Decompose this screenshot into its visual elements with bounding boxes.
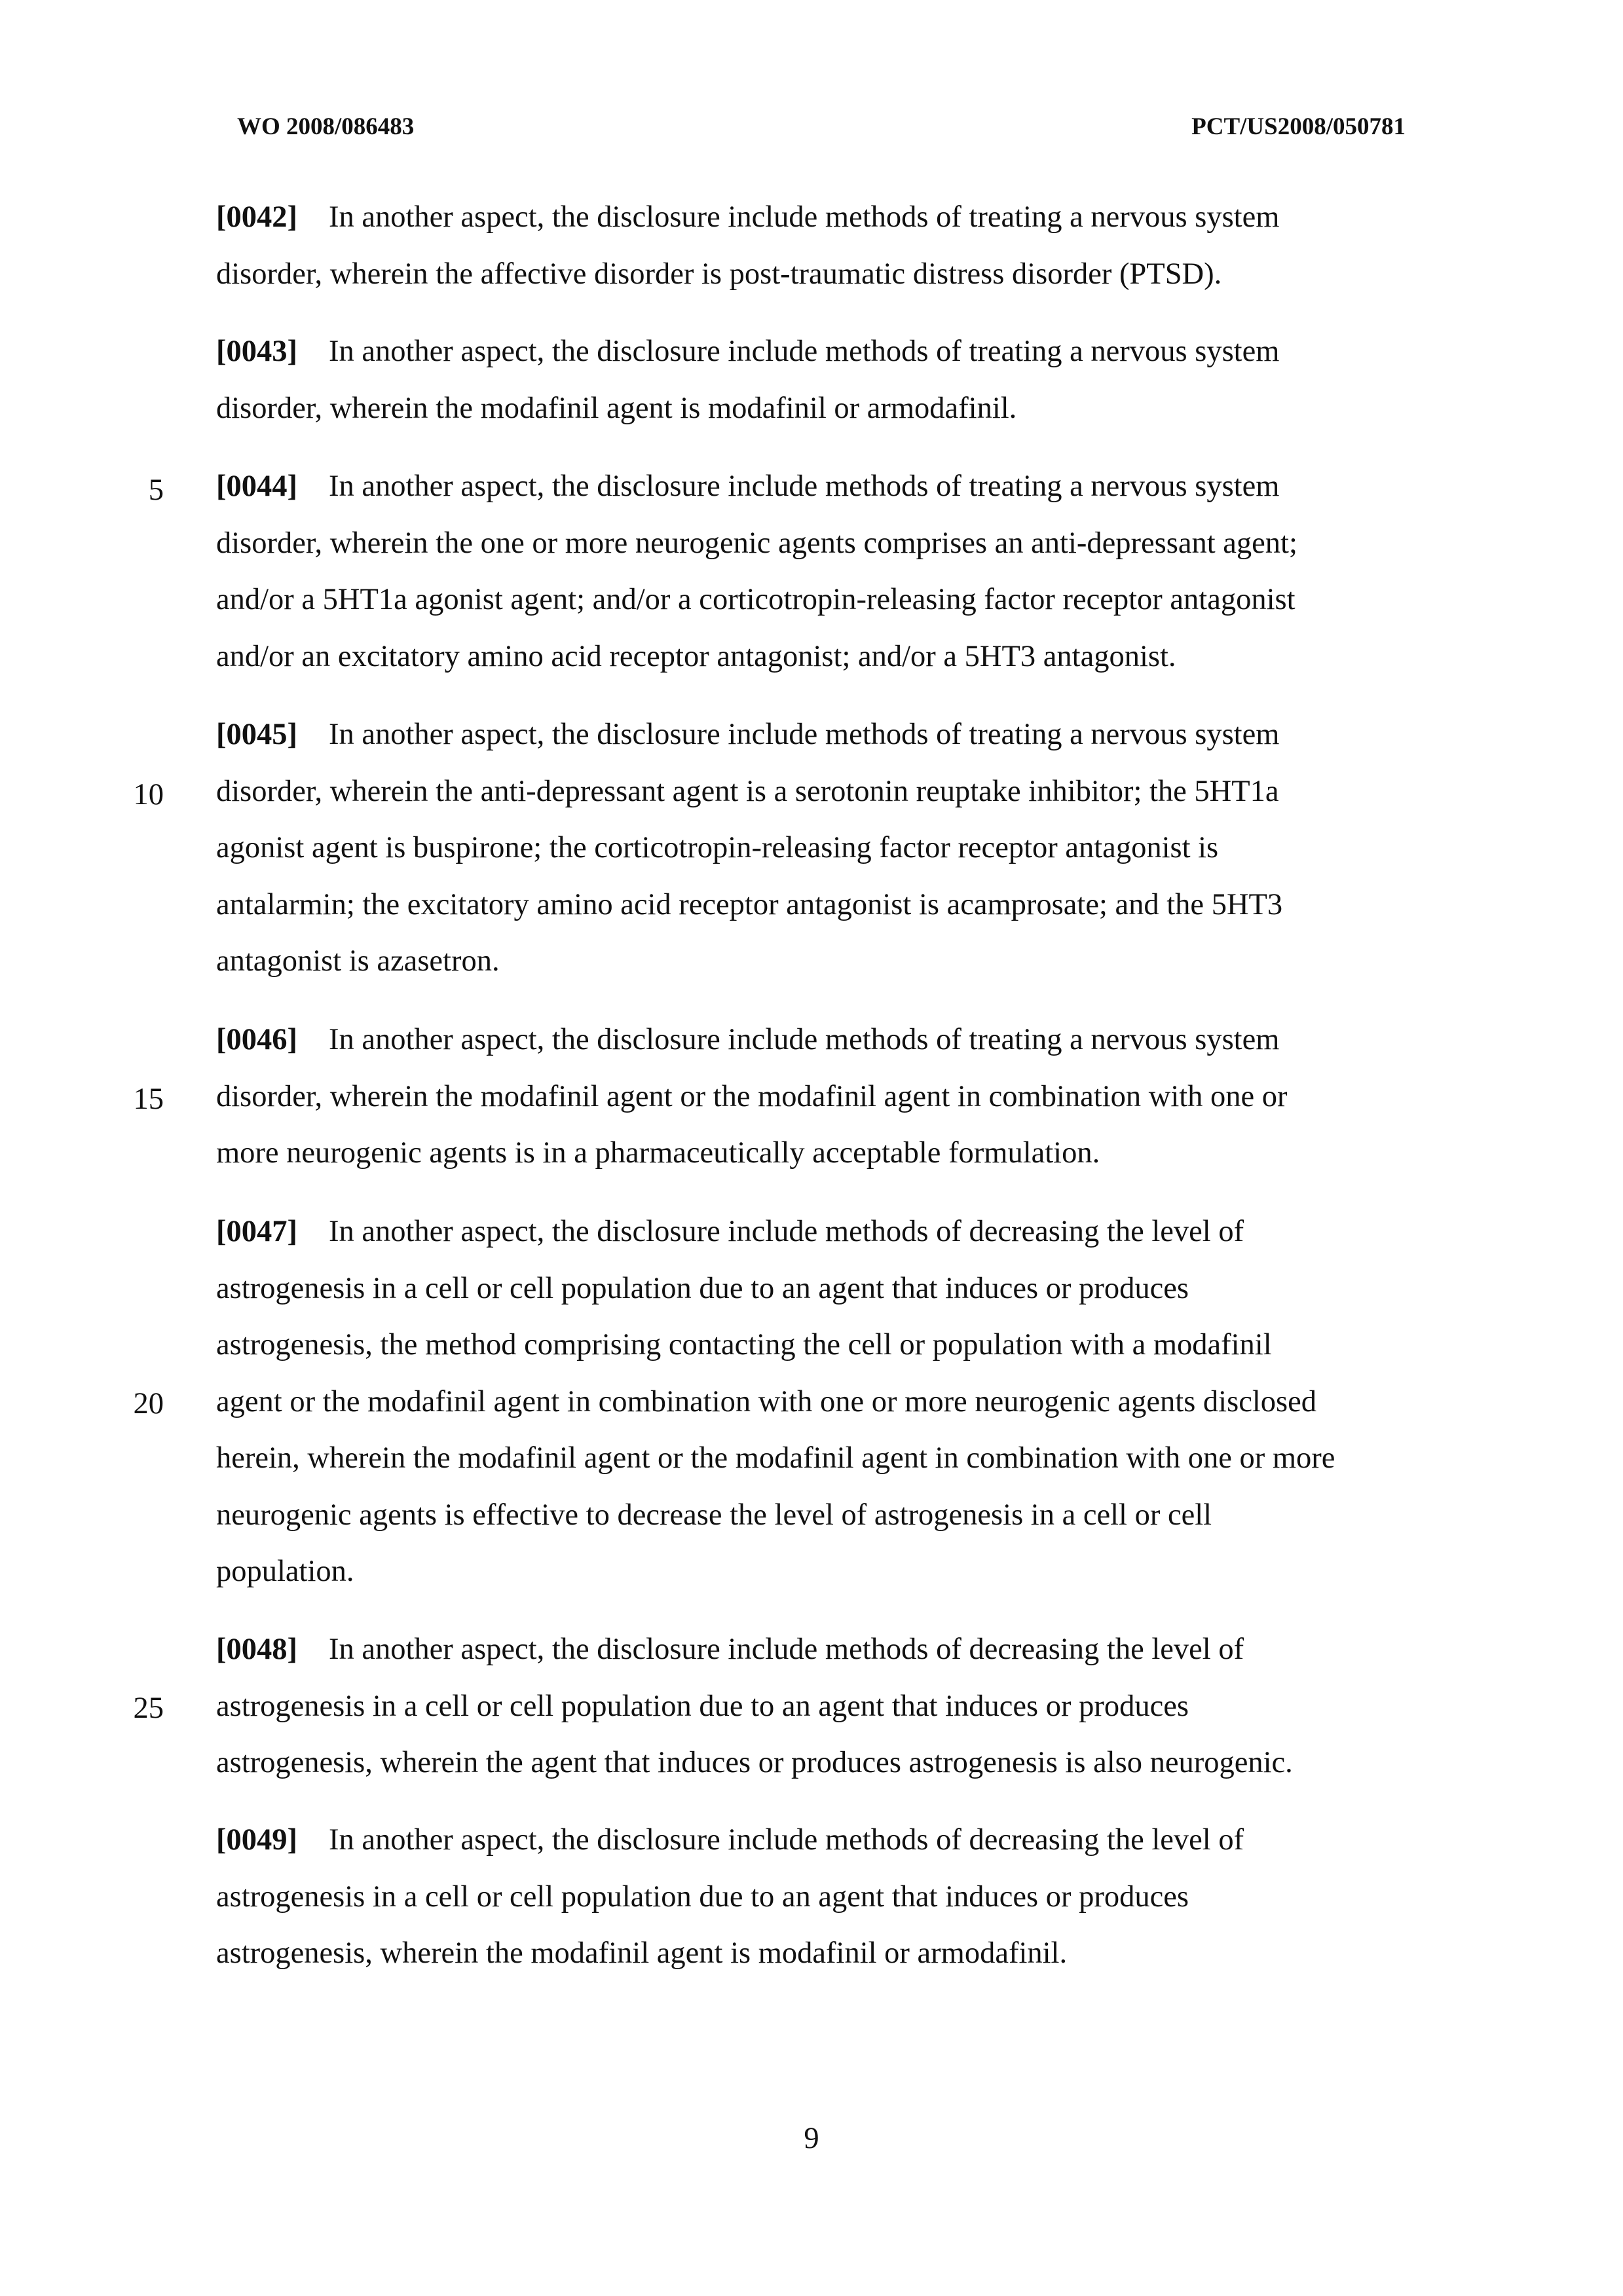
paragraph-0046: [216, 1012, 1434, 1182]
paragraph-line: herein, wherein the modafinil agent or the modafinil agent in combination with one or more: [216, 1441, 1335, 1475]
paragraph-line: and/or a 5HT1a agonist agent; and/or a corticotropin-releasing factor receptor antagonist: [216, 583, 1296, 616]
paragraph-number: [0043]: [216, 335, 297, 368]
paragraph-line: population.: [216, 1555, 354, 1588]
paragraph-line: [216, 1812, 1434, 1869]
paragraph-line: astrogenesis, wherein the agent that induces or produces astrogenesis is also neurogenic.: [216, 1746, 1293, 1779]
paragraph-text: In another aspect, the disclosure include methods of treating a nervous system: [328, 335, 1280, 368]
paragraph-number: [0046]: [216, 1023, 297, 1056]
paragraph-text: In another aspect, the disclosure include methods of decreasing the level of: [328, 1215, 1244, 1248]
margin-line-number: 20: [133, 1387, 164, 1420]
page-number: 9: [804, 2122, 819, 2155]
paragraph-number: [0047]: [216, 1215, 297, 1248]
paragraph-line: [216, 189, 1434, 246]
paragraph-number: [0049]: [216, 1823, 297, 1857]
paragraph-line: [216, 1204, 1434, 1261]
paragraph-0045: [216, 707, 1434, 990]
paragraph-text: In another aspect, the disclosure include methods of treating a nervous system: [328, 1023, 1280, 1056]
paragraph-line: neurogenic agents is effective to decrease the level of astrogenesis in a cell or cell: [216, 1498, 1212, 1532]
paragraph-line: agonist agent is buspirone; the corticotropin-releasing factor receptor antagonist is: [216, 831, 1219, 864]
paragraph-line: astrogenesis in a cell or cell population due to an agent that induces or produces: [216, 1689, 1189, 1723]
margin-line-number: 5: [148, 473, 164, 507]
paragraph-text: In another aspect, the disclosure include methods of decreasing the level of: [328, 1633, 1244, 1666]
publication-number: WO 2008/086483: [237, 113, 415, 140]
paragraph-line: antalarmin; the excitatory amino acid receptor antagonist is acamprosate; and the 5HT3: [216, 887, 1283, 921]
margin-line-number: 15: [133, 1083, 164, 1116]
paragraph-line: disorder, wherein the modafinil agent or the modafinil agent in combination with one or: [216, 1079, 1288, 1113]
paragraph-line: astrogenesis in a cell or cell population due to an agent that induces or produces: [216, 1879, 1189, 1914]
paragraph-line: and/or an excitatory amino acid receptor antagonist; and/or a 5HT3 antagonist.: [216, 639, 1176, 673]
paragraph-line: antagonist is azasetron.: [216, 944, 500, 978]
paragraph-line: disorder, wherein the one or more neurogenic agents comprises an anti-depressant agent;: [216, 526, 1297, 560]
paragraph-0044: [216, 458, 1434, 685]
margin-line-number: 25: [133, 1692, 164, 1725]
paragraph-line: disorder, wherein the anti-depressant agent is a serotonin reuptake inhibitor; the 5HT1a: [216, 774, 1279, 808]
paragraph-line: more neurogenic agents is in a pharmaceutically acceptable formulation.: [216, 1136, 1100, 1170]
paragraph-number: [0042]: [216, 200, 297, 234]
paragraph-line: astrogenesis, wherein the modafinil agent is modafinil or armodafinil.: [216, 1936, 1068, 1970]
paragraph-line: disorder, wherein the modafinil agent is modafinil or armodafinil.: [216, 391, 1017, 425]
application-number: PCT/US2008/050781: [1191, 113, 1406, 140]
paragraph-0048: [216, 1621, 1434, 1792]
paragraph-0042: [216, 189, 1434, 303]
paragraph-line: disorder, wherein the affective disorder is post-traumatic distress disorder (PTSD).: [216, 257, 1222, 291]
paragraph-line: [216, 324, 1434, 380]
paragraph-text: In another aspect, the disclosure include methods of treating a nervous system: [328, 718, 1280, 751]
paragraph-line: astrogenesis in a cell or cell population due to an agent that induces or produces: [216, 1271, 1189, 1305]
paragraph-line: [216, 1012, 1434, 1069]
paragraph-0043: [216, 324, 1434, 437]
paragraph-line: agent or the modafinil agent in combination with one or more neurogenic agents disclosed: [216, 1384, 1316, 1418]
paragraph-text: In another aspect, the disclosure include methods of decreasing the level of: [328, 1823, 1244, 1857]
paragraph-text: In another aspect, the disclosure include methods of treating a nervous system: [328, 470, 1280, 503]
paragraph-0049: [216, 1812, 1434, 1982]
paragraph-line: [216, 1621, 1434, 1678]
paragraph-line: [216, 458, 1434, 515]
paragraph-text: In another aspect, the disclosure include methods of treating a nervous system: [328, 200, 1280, 234]
paragraph-number: [0045]: [216, 718, 297, 751]
paragraph-number: [0044]: [216, 470, 297, 503]
paragraph-0047: [216, 1204, 1434, 1601]
margin-line-number: 10: [133, 778, 164, 811]
paragraph-line: [216, 707, 1434, 764]
paragraph-number: [0048]: [216, 1633, 297, 1666]
paragraph-line: astrogenesis, the method comprising contacting the cell or population with a modafinil: [216, 1328, 1272, 1361]
